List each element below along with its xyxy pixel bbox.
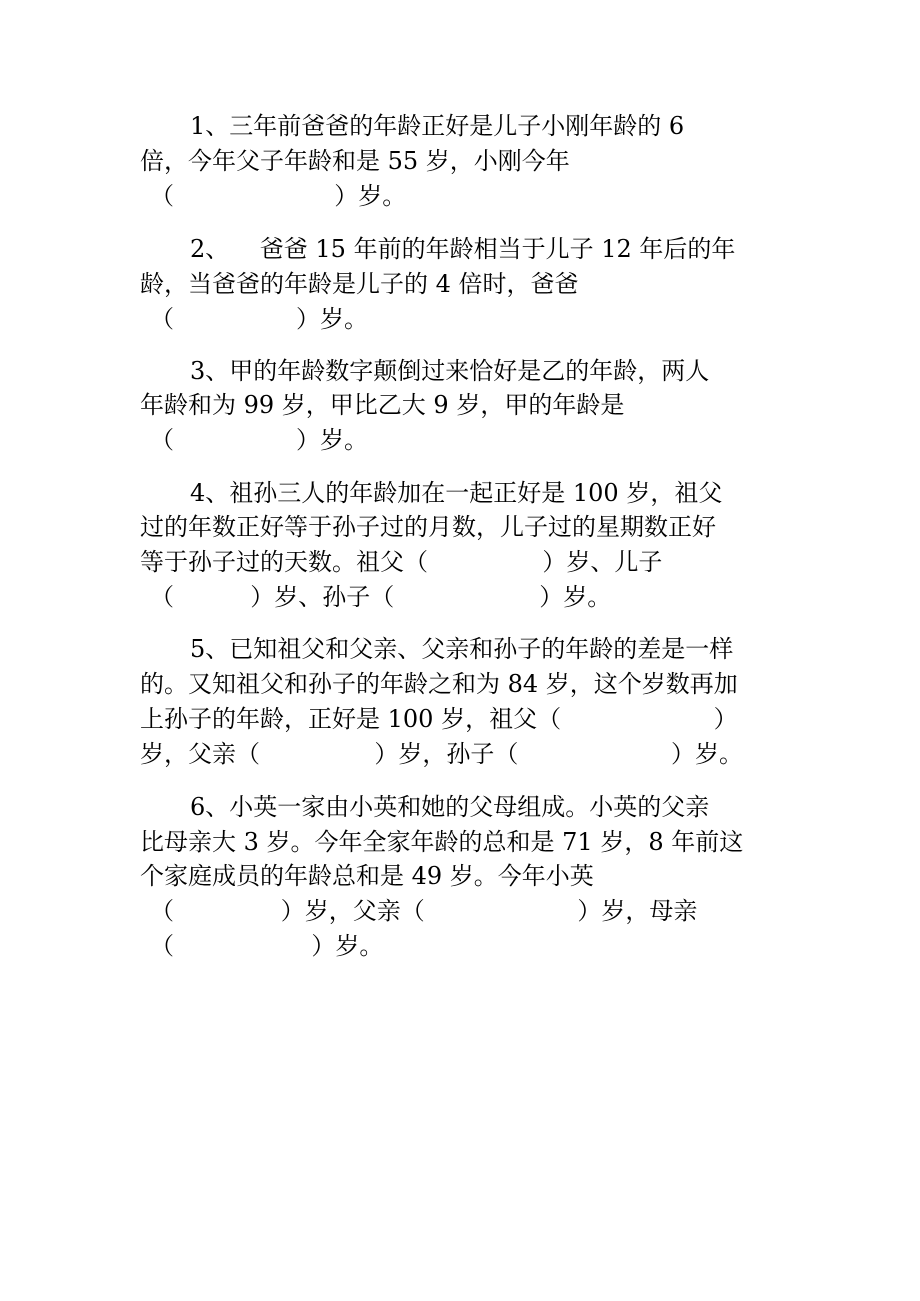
q4-line-1: 4、祖孙三人的年龄加在一起正好是 100 岁，祖父 — [190, 479, 723, 507]
q5-line-2: 的。又知祖父和孙子的年龄之和为 84 岁，这个岁数再加 — [140, 670, 738, 698]
q5-line-3: 上孙子的年龄，正好是 100 岁，祖父（ ） — [140, 705, 738, 733]
q4-line-2: 过的年数正好等于孙子过的月数，儿子过的星期数正好 — [140, 513, 716, 541]
q6-line-2: 比母亲大 3 岁。今年全家年龄的总和是 71 岁，8 年前这 — [140, 828, 744, 856]
q3-line-2: 年龄和为 99 岁，甲比乙大 9 岁，甲的年龄是 — [140, 391, 625, 419]
q3-line-3: （ ）岁。 — [150, 426, 369, 454]
q6-line-5: （ ）岁。 — [150, 932, 384, 960]
q2-line-2: 龄，当爸爸的年龄是儿子的 4 倍时，爸爸 — [140, 270, 579, 298]
q6-line-1: 6、小英一家由小英和她的父母组成。小英的父亲 — [190, 793, 710, 821]
q1-line-3: （ ）岁。 — [150, 182, 407, 210]
q5-line-1: 5、已知祖父和父亲、父亲和孙子的年龄的差是一样 — [190, 635, 734, 663]
q4-line-4: （ ）岁、孙子（ ）岁。 — [150, 583, 612, 611]
q2-line-1: 2、 爸爸 15 年前的年龄相当于儿子 12 年后的年 — [190, 235, 736, 263]
q1-line-1: 1、三年前爸爸的年龄正好是儿子小刚年龄的 6 — [190, 112, 685, 140]
q6-line-3: 个家庭成员的年龄总和是 49 岁。今年小英 — [140, 862, 594, 890]
q1-line-2: 倍，今年父子年龄和是 55 岁，小刚今年 — [140, 147, 570, 175]
q6-line-4: （ ）岁，父亲（ ）岁，母亲 — [150, 897, 698, 925]
q2-line-3: （ ）岁。 — [150, 305, 369, 333]
q3-line-1: 3、甲的年龄数字颠倒过来恰好是乙的年龄，两人 — [190, 357, 710, 385]
q4-line-3: 等于孙子过的天数。祖父（ ）岁、儿子 — [140, 548, 663, 576]
q5-line-4: 岁，父亲（ ）岁，孙子（ ）岁。 — [140, 740, 744, 768]
